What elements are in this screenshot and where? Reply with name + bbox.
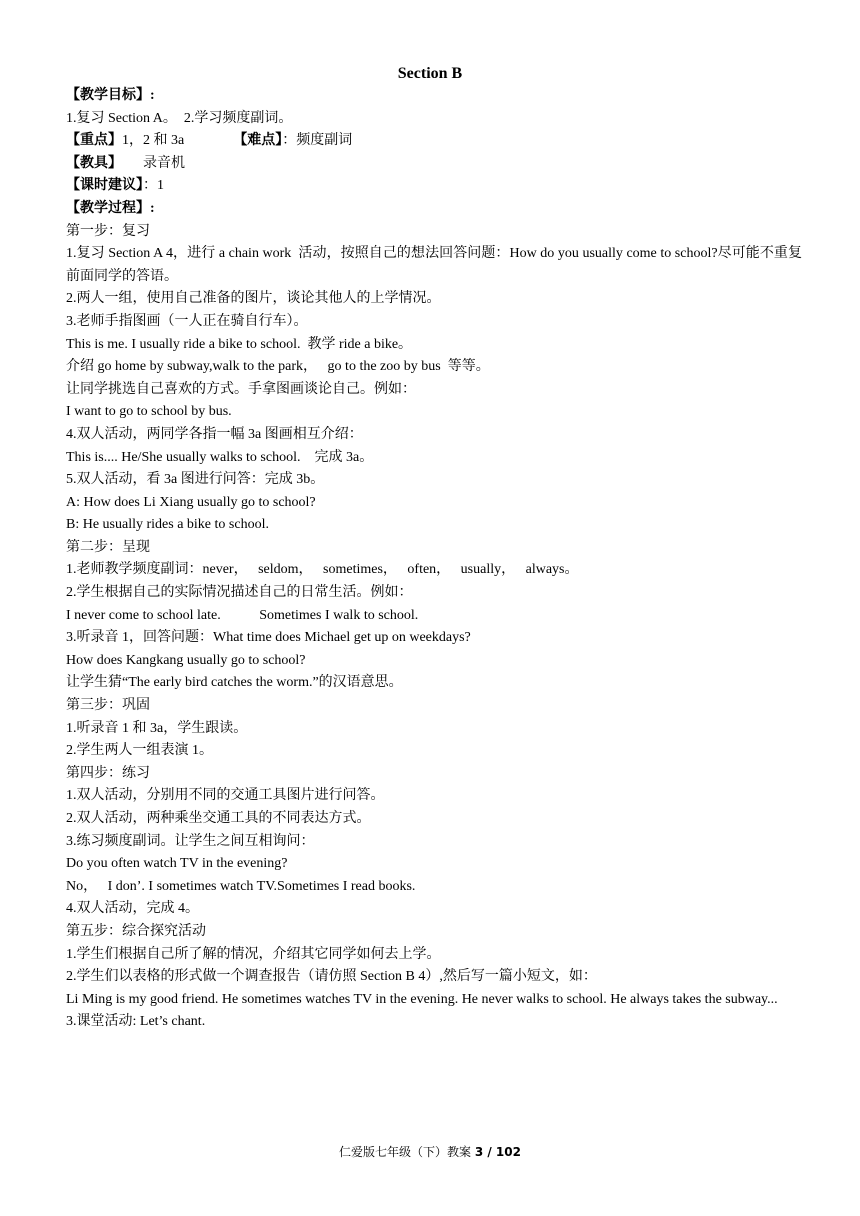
- body-line: 1.老师教学频度副词：never， seldom， sometimes， often， usually， always。: [66, 562, 579, 578]
- heading-difficulty: 【难点】: [233, 133, 283, 149]
- body-line: 让学生猜“The early bird catches the worm.”的汉语意思。: [66, 675, 403, 691]
- body-line: 3.老师手指图画（一人正在骑自行车）。: [66, 313, 308, 329]
- document-body: [66, 85, 802, 1034]
- body-line: A: How does Li Xiang usually go to school?: [66, 494, 316, 510]
- body-line: 3.听录音 1，回答问题：What time does Michael get up on weekdays?: [66, 630, 471, 646]
- step-heading: 第一步：复习: [66, 223, 150, 239]
- body-line: This is.... He/She usually walks to school. 完成 3a。: [66, 449, 374, 465]
- body-line: 1.学生们根据自己所了解的情况，介绍其它同学如何去上学。: [66, 946, 441, 962]
- body-line: 2.两人一组，使用自己准备的图片，谈论其他人的上学情况。: [66, 291, 441, 307]
- body-line: Do you often watch TV in the evening?: [66, 856, 288, 872]
- body-line: 4.双人活动，两同学各指一幅 3a 图画相互介绍：: [66, 426, 363, 442]
- body-line: 2.学生两人一组表演 1。: [66, 743, 213, 759]
- difficulty-text: ：频度副词: [282, 133, 353, 149]
- objectives-text: 1.复习 Section A。 2.学习频度副词。: [66, 110, 293, 126]
- page-title: Section B: [397, 65, 463, 82]
- teaching-aids-text: 录音机: [122, 155, 185, 171]
- body-line: No， I don’. I sometimes watch TV.Sometimes I read books.: [66, 878, 416, 894]
- body-line: 介绍 go home by subway,walk to the park， go to the zoo by bus 等等。: [66, 359, 490, 375]
- body-line: This is me. I usually ride a bike to school. 教学 ride a bike。: [66, 336, 413, 352]
- body-line: 5.双人活动，看 3a 图进行问答：完成 3b。: [66, 472, 325, 488]
- teaching-aids-line: [66, 153, 802, 176]
- body-line: 2.学生根据自己的实际情况描述自己的日常生活。例如：: [66, 585, 413, 601]
- body-line: 3.练习频度副词。让学生之间互相询问：: [66, 833, 315, 849]
- step-heading: 第二步：呈现: [66, 539, 150, 555]
- step-heading: 第三步：巩固: [66, 698, 150, 714]
- body-line: Li Ming is my good friend. He sometimes watches TV in the evening. He never walks to school. He always takes the subway...: [66, 991, 778, 1007]
- body-line: 1.双人活动，分别用不同的交通工具图片进行问答。: [66, 788, 385, 804]
- heading-class-hours: 【课时建议】: [66, 178, 143, 194]
- key-points-line: [66, 130, 802, 153]
- body-line: 2.双人活动，两种乘坐交通工具的不同表达方式。: [66, 811, 371, 826]
- body-line: I want to go to school by bus.: [66, 404, 232, 420]
- body-line: 让同学挑选自己喜欢的方式。手拿图画谈论自己。例如：: [66, 381, 416, 397]
- body-line: 1.听录音 1 和 3a，学生跟读。: [66, 720, 248, 736]
- heading-teaching-aids: 【教具】: [66, 155, 122, 171]
- body-line: 3.课堂活动: Let’s chant.: [66, 1014, 206, 1030]
- page-footer: [0, 1143, 860, 1160]
- heading-key-points: 【重点】: [66, 133, 122, 149]
- heading-procedure: 【教学过程】:: [66, 200, 155, 216]
- body-line: 4.双人活动，完成 4。: [66, 901, 199, 917]
- step-heading: 第四步：练习: [66, 765, 150, 781]
- key-points-text: 1，2 和 3a: [122, 133, 234, 149]
- body-line: 1.复习 Section A 4，进行 a chain work 活动，按照自己的想法回答问题：How do you usually come to school?尽可能不重复前面同学的答语。: [66, 246, 802, 284]
- page-number: 3 / 102: [474, 1145, 521, 1159]
- class-hours-text: ：1: [143, 178, 164, 194]
- footer-book-title: 仁爱版七年级（下）教案: [339, 1145, 472, 1159]
- heading-objectives: 【教学目标】:: [66, 88, 155, 103]
- body-line: I never come to school late. Sometimes I walk to school.: [66, 607, 419, 623]
- step-heading: 第五步：综合探究活动: [66, 923, 206, 939]
- body-line: B: He usually rides a bike to school.: [66, 517, 269, 533]
- class-hours-line: [66, 175, 802, 198]
- body-line: 2.学生们以表格的形式做一个调查报告（请仿照 Section B 4）,然后写一篇小短文，如：: [66, 969, 597, 985]
- body-line: How does Kangkang usually go to school?: [66, 652, 306, 668]
